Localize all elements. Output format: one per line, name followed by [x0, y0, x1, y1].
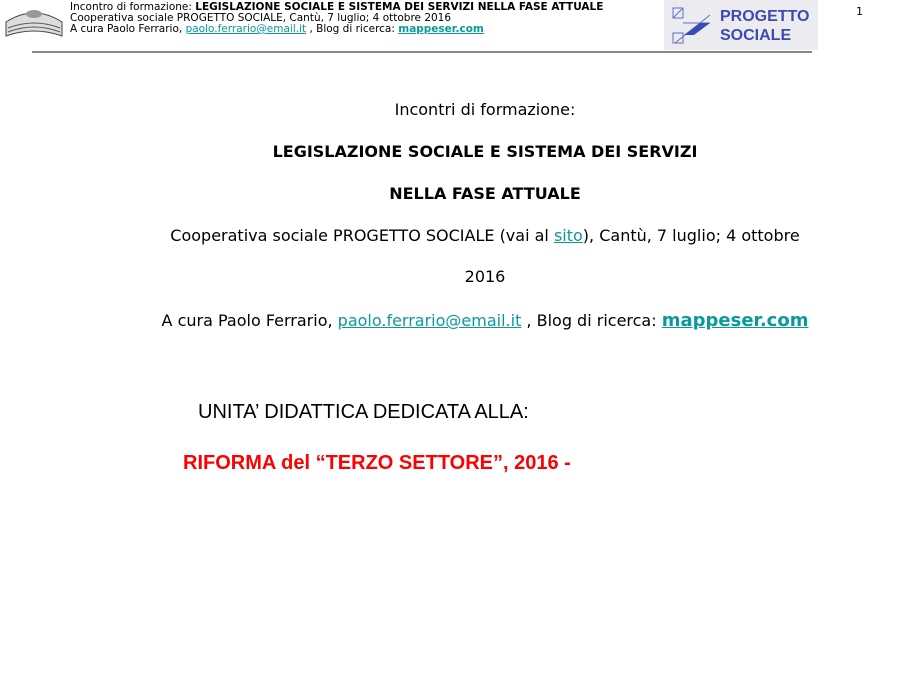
unit-heading: UNITA’ DIDATTICA DEDICATA ALLA: [198, 401, 529, 423]
coop-line [0, 226, 900, 245]
year-text: 2016 [464, 267, 506, 286]
header-line2: Cooperativa sociale PROGETTO SOCIALE, Cantù, 7 luglio; 4 ottobre 2016 [70, 12, 452, 24]
site-link[interactable]: sito [553, 226, 583, 245]
title-line1: LEGISLAZIONE SOCIALE E SISTEMA DEI SERVIZI [272, 142, 698, 161]
header-rule [32, 51, 812, 53]
coop-suffix: ), Cantù, 7 luglio; 4 ottobre [582, 226, 800, 245]
header-blog-link[interactable]: mappeser.com [398, 23, 484, 35]
running-header [70, 2, 630, 35]
title-line2: NELLA FASE ATTUALE [389, 184, 581, 203]
logo-mark-icon [670, 5, 716, 47]
reform-heading: RIFORMA del “TERZO SETTORE”, 2016 - [183, 452, 571, 474]
logo-line2: SOCIALE [720, 27, 792, 44]
header-title: LEGISLAZIONE SOCIALE E SISTEMA DEI SERVIZI NELLA FASE ATTUALE [195, 1, 604, 13]
intro-text: Incontri di formazione: [394, 100, 576, 119]
logo-line1: PROGETTO [720, 8, 810, 25]
book-handshake-logo-icon [4, 2, 64, 40]
progetto-sociale-logo [664, 0, 818, 50]
page-number: 1 [856, 5, 863, 18]
header-author: A cura Paolo Ferrario, [70, 23, 186, 35]
header-email-link[interactable]: paolo.ferrario@email.it [185, 23, 307, 35]
email-link[interactable]: paolo.ferrario@email.it [337, 311, 522, 330]
blog-link[interactable]: mappeser.com [661, 310, 809, 331]
blog-label: , Blog di ricerca: [521, 311, 662, 330]
header-blog-label: , Blog di ricerca: [306, 23, 399, 35]
author-line [0, 310, 900, 331]
coop-prefix: Cooperativa sociale PROGETTO SOCIALE (vai al [170, 226, 554, 245]
header-prefix: Incontro di formazione: [70, 1, 196, 13]
author-prefix: A cura Paolo Ferrario, [161, 311, 338, 330]
